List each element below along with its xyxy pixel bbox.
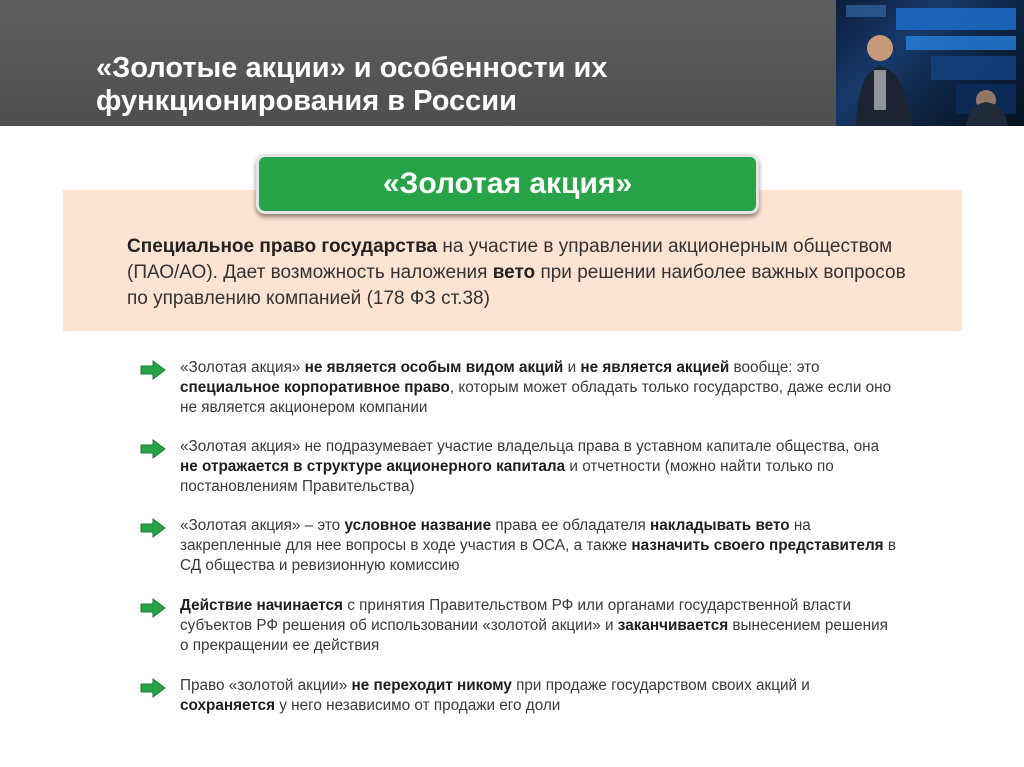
text-segment: «Золотая акция» не подразумевает участие владельца права в уставном капитале общества, она [180,438,880,455]
bold-text-segment: специальное корпоративное право [180,379,450,396]
bullet-text [180,437,900,497]
green-arrow-icon [140,598,166,618]
text-segment: и [563,359,581,376]
slide-title-line-1: «Золотые акции» и особенности их [96,52,608,84]
text-segment: Право «золотой акции» [180,677,352,694]
text-segment: , которым может обладать только государство, даже если оно не является акционером компании [180,379,892,416]
text-segment: у него независимо от продажи его доли [275,697,561,714]
bold-text-segment: назначить своего представителя [631,537,884,554]
text-segment: вынесением решения о прекращении ее действия [180,617,888,654]
bold-text-segment: не отражается в структуре акционерного капитала [180,458,566,475]
bullet-text [180,516,900,576]
bold-text-segment: не является акцией [580,359,730,376]
text-segment: при решении наиболее важных вопросов по управлению компанией (178 ФЗ ст.38) [127,262,906,309]
text-segment: «Золотая акция» – это [180,517,345,534]
text-segment: на участие в управлении акционерным обществом (ПАО/АО). Дает возможность наложения [127,236,893,283]
stock-exchange-photo [836,0,1024,126]
text-segment: при продаже государством своих акций и [511,677,810,694]
definition-text [127,234,917,312]
text-segment: и отчетности (можно найти только по постановлениям Правительства) [180,458,834,495]
bold-text-segment: накладывать вето [650,517,790,534]
green-arrow-icon [140,439,166,459]
green-arrow-icon [140,678,166,698]
slide-header [0,0,1024,126]
bold-text-segment: не переходит никому [351,677,512,694]
bullet-text [180,596,900,656]
slide-title [96,52,816,118]
bold-text-segment: условное название [344,517,492,534]
text-segment: в СД общества и ревизионную комиссию [180,537,896,574]
bullet-text [180,358,900,418]
golden-share-heading: «Золотая акция» [256,154,759,214]
bold-text-segment: вето [492,262,536,283]
bold-text-segment: Действие начинается [180,597,343,614]
bullet-text [180,676,900,716]
green-arrow-icon [140,518,166,538]
bold-text-segment: Специальное право государства [127,236,438,257]
text-segment: вообще: это [729,359,820,376]
slide-title-line-2: функционирования в России [96,85,517,117]
text-segment: права ее обладателя [491,517,651,534]
bold-text-segment: не является особым видом акций [304,359,564,376]
text-segment: «Золотая акция» [180,359,305,376]
bold-text-segment: заканчивается [617,617,729,634]
bold-text-segment: сохраняется [180,697,276,714]
green-arrow-icon [140,360,166,380]
text-segment: на закрепленные для нее вопросы в ходе участия в ОСА, а также [180,517,811,554]
text-segment: с принятия Правительством РФ или органами государственной власти субъектов РФ решения об использовании «золотой акции» и [180,597,852,634]
